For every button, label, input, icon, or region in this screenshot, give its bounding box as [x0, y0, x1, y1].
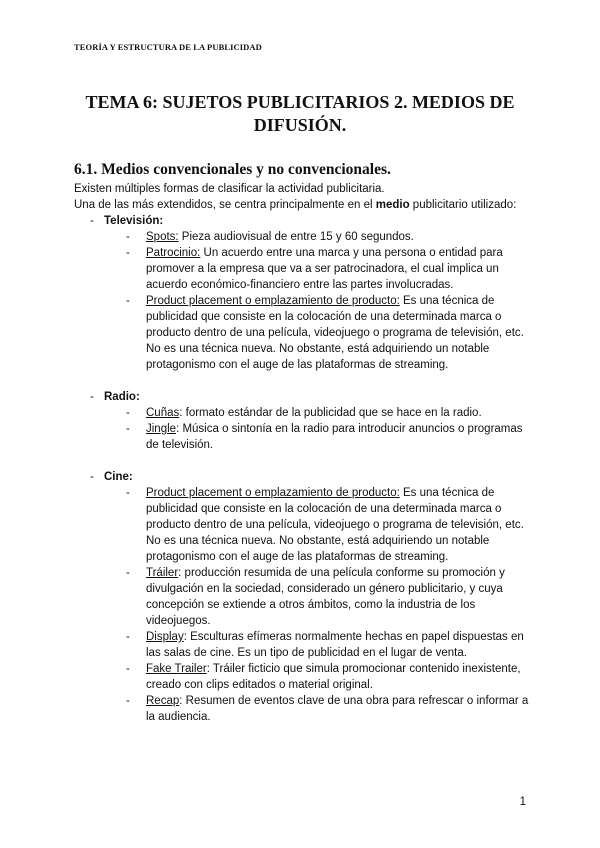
bullet-dash: -	[126, 567, 130, 579]
item-text: : Tráiler ficticio que simula promocionar contenido inexistente, creado con clips editados o material original.	[146, 663, 521, 691]
list-item	[74, 565, 534, 629]
item-term: Jingle	[146, 423, 177, 435]
bullet-dash: -	[126, 407, 130, 419]
item-text: : Resumen de eventos clave de una obra para refrescar o informar a la audiencia.	[146, 695, 529, 723]
bullet-dash: -	[126, 487, 130, 499]
category-label: Cine:	[104, 471, 133, 483]
item-term: Patrocinio:	[146, 247, 201, 259]
list-item	[74, 293, 534, 373]
item-text: Es una técnica de publicidad que consiste en la colocación de una determinada marca o producto dentro de una película, videojuego o programa de televisión, etc.	[146, 295, 524, 339]
item-extra: No es una técnica nueva. No obstante, está adquiriendo un notable protagonismo con el auge de las plataformas de streaming.	[146, 535, 490, 563]
bullet-dash: -	[126, 295, 130, 307]
item-term: Display	[146, 631, 184, 643]
item-text: Es una técnica de publicidad que consiste en la colocación de una determinada marca o producto dentro de una película, videojuego o programa de televisión, etc.	[146, 487, 524, 531]
item-term: Spots:	[146, 231, 179, 243]
intro-line-1: Existen múltiples formas de clasificar la actividad publicitaria.	[74, 183, 385, 195]
radio-list	[74, 405, 534, 453]
item-text: : Esculturas efímeras normalmente hechas en papel dispuestas en las salas de cine. Es un tipo de publicidad en el lugar de venta.	[146, 631, 524, 659]
page-title: TEMA 6: SUJETOS PUBLICITARIOS 2. MEDIOS DE DIFUSIÓN.	[85, 92, 515, 135]
category-label: Radio:	[104, 391, 140, 403]
item-text: : Música o sintonía en la radio para introducir anuncios o programas de televisión.	[146, 423, 523, 451]
intro-text: Una de las más extendidos, se centra principalmente en el	[74, 199, 376, 211]
list-item	[74, 485, 534, 565]
section-heading: 6.1. Medios convencionales y no convencionales.	[74, 161, 391, 178]
list-item	[74, 629, 534, 661]
item-text: : producción resumida de una película conforme su promoción y divulgación en la sociedad, considerado un género publicitario, y cuya concepción se extiende a otros ámbitos, como la industria de los videojuegos.	[146, 567, 505, 627]
bullet-dash: -	[126, 247, 130, 259]
bullet-dash: -	[90, 391, 94, 403]
bullet-dash: -	[126, 663, 130, 675]
item-term: Fake Trailer	[146, 663, 207, 675]
item-text: Pieza audiovisual de entre 15 y 60 segundos.	[178, 231, 414, 243]
list-item	[74, 229, 534, 245]
bullet-dash: -	[126, 231, 130, 243]
tv-list	[74, 229, 534, 373]
category-radio	[74, 389, 534, 405]
item-term: Product placement o emplazamiento de producto:	[146, 295, 400, 307]
list-item	[74, 693, 534, 725]
bullet-dash: -	[126, 423, 130, 435]
item-term: Cuñas	[146, 407, 180, 419]
item-term: Product placement o emplazamiento de producto:	[146, 487, 400, 499]
item-text: Un acuerdo entre una marca y una persona o entidad para promover a la empresa que va a ser patrocinadora, el cual implica un acuerdo económico-financiero entre las partes involucradas.	[146, 247, 503, 291]
item-term: Recap	[146, 695, 180, 707]
bullet-dash: -	[126, 695, 130, 707]
intro-line-2	[74, 197, 534, 213]
list-item	[74, 405, 534, 421]
list-item	[74, 661, 534, 693]
category-cine	[74, 469, 534, 485]
list-item	[74, 245, 534, 293]
bullet-dash: -	[90, 215, 94, 227]
list-item	[74, 421, 534, 453]
item-extra: No es una técnica nueva. No obstante, está adquiriendo un notable protagonismo con el auge de las plataformas de streaming.	[146, 343, 490, 371]
item-text: : formato estándar de la publicidad que se hace en la radio.	[179, 407, 482, 419]
cine-list	[74, 485, 534, 725]
intro-emphasis: medio	[375, 199, 410, 211]
category-label: Televisión:	[104, 215, 164, 227]
intro-text-end: publicitario utilizado:	[409, 199, 517, 211]
bullet-dash: -	[90, 471, 94, 483]
document-body	[74, 181, 534, 725]
item-term: Tráiler	[146, 567, 179, 579]
category-tv	[74, 213, 534, 229]
page-number: 1	[519, 796, 526, 808]
running-header: TEORÍA Y ESTRUCTURA DE LA PUBLICIDAD	[74, 42, 262, 52]
bullet-dash: -	[126, 631, 130, 643]
